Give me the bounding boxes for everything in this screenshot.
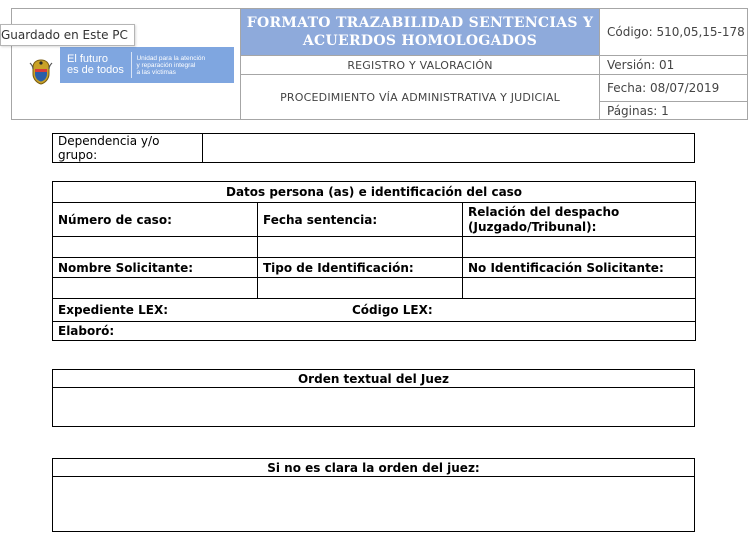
subtitle-registro: REGISTRO Y VALORACIÓN — [241, 56, 600, 75]
datos-table — [52, 181, 696, 341]
orden-field[interactable] — [53, 388, 695, 427]
dependencia-field[interactable] — [203, 134, 695, 163]
logo-main-text: El futuro es de todos — [67, 53, 124, 76]
document-title: FORMATO TRAZABILIDAD SENTENCIAS Y ACUERDOS HOMOLOGADOS — [241, 9, 600, 56]
no-identificacion-label: No Identificación Solicitante: — [463, 258, 696, 278]
saved-tooltip: Guardado en Este PC — [0, 24, 135, 46]
numero-caso-label: Número de caso: — [53, 203, 258, 237]
paginas-value: Páginas: 1 — [600, 102, 748, 120]
orden-title: Orden textual del Juez — [53, 370, 695, 388]
lex-row — [53, 299, 696, 322]
no-clara-field[interactable] — [53, 477, 695, 532]
fecha-sentencia-field[interactable] — [258, 237, 463, 258]
codigo-value: Código: 510,05,15-178 — [600, 9, 748, 56]
tipo-identificacion-label: Tipo de Identificación: — [258, 258, 463, 278]
fecha-value: Fecha: 08/07/2019 — [600, 75, 748, 102]
version-value: Versión: 01 — [600, 56, 748, 75]
no-clara-table — [52, 458, 695, 532]
fecha-sentencia-label: Fecha sentencia: — [258, 203, 463, 237]
nombre-solicitante-field[interactable] — [53, 278, 258, 299]
datos-title: Datos persona (as) e identificación del caso — [53, 182, 696, 203]
orden-table — [52, 369, 695, 427]
dependencia-label: Dependencia y/o grupo: — [53, 134, 203, 163]
logo-separator — [131, 52, 132, 78]
relacion-despacho-field[interactable] — [463, 237, 696, 258]
codigo-lex-label: Código LEX: — [352, 303, 433, 317]
logo-band — [60, 47, 234, 83]
dependencia-table — [52, 133, 695, 163]
no-clara-title: Si no es clara la orden del juez: — [53, 459, 695, 477]
coat-of-arms-icon — [26, 57, 56, 87]
relacion-despacho-label: Relación del despacho (Juzgado/Tribunal): — [463, 203, 696, 237]
elaboro-label: Elaboró: — [53, 322, 696, 341]
logo-small-text: Unidad para la atención y reparación integral a las víctimas — [136, 54, 206, 76]
tipo-identificacion-field[interactable] — [258, 278, 463, 299]
numero-caso-field[interactable] — [53, 237, 258, 258]
expediente-lex-label: Expediente LEX: — [58, 303, 168, 317]
nombre-solicitante-label: Nombre Solicitante: — [53, 258, 258, 278]
no-identificacion-field[interactable] — [463, 278, 696, 299]
subtitle-procedimiento: PROCEDIMIENTO VÍA ADMINISTRATIVA Y JUDICIAL — [241, 75, 600, 120]
